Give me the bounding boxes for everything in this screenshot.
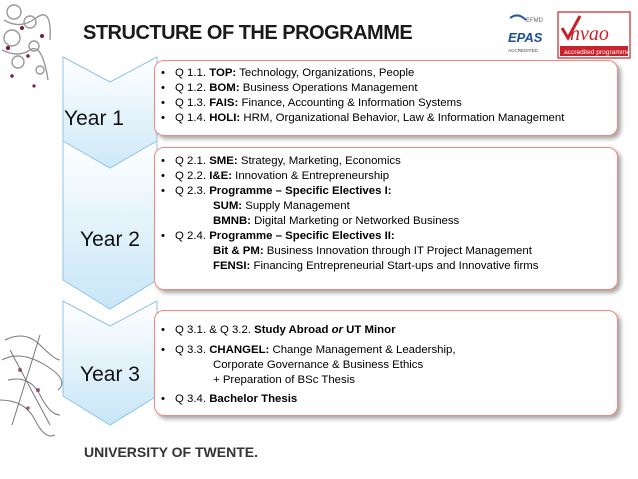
list-item: • Q 2.3. Programme – Specific Electives I:	[155, 184, 617, 199]
list-item: • Q 3.3. CHANGEL: Change Management & Leadership,	[155, 343, 617, 358]
list-item: • Q 1.2. BOM: Business Operations Management	[155, 81, 617, 96]
elective-item: FENSI: Financing Entrepreneurial Start-ups and Innovative firms	[213, 260, 539, 272]
year-3-label: Year 3	[80, 363, 140, 386]
list-item: • Q 2.1. SME: Strategy, Marketing, Economics	[155, 154, 617, 169]
list-item: • Q 1.4. HOLI: HRM, Organizational Behavior, Law & Information Management	[155, 111, 617, 126]
elective-item: Bit & PM: Business Innovation through IT Project Management	[213, 245, 532, 257]
list-item: • Q 1.1. TOP: Technology, Organizations, People	[155, 66, 617, 81]
list-item: • Q 3.4. Bachelor Thesis	[155, 392, 617, 407]
list-item: • Q 3.1. & Q 3.2. Study Abroad or UT Minor	[155, 323, 617, 338]
nvao-name-text: nvao	[570, 23, 609, 45]
elective-item: SUM: Supply Management	[213, 200, 350, 212]
epas-logo	[504, 12, 548, 62]
year-1-label: Year 1	[64, 107, 124, 130]
year-3-box	[154, 310, 618, 416]
decorative-figure-icon	[0, 330, 64, 440]
year-2-box	[154, 147, 618, 290]
year-2-label: Year 2	[80, 228, 140, 251]
decorative-sketch-icon	[0, 0, 60, 140]
epas-logo-icon	[504, 12, 548, 62]
year-2-chevron	[62, 140, 158, 310]
nvao-logo-icon	[556, 8, 632, 62]
year-1-box	[154, 60, 618, 136]
page-title: STRUCTURE OF THE PROGRAMME	[83, 22, 413, 44]
footer-university-name: UNIVERSITY OF TWENTE.	[84, 444, 258, 460]
list-item: • Q 1.3. FAIS: Finance, Accounting & Information Systems	[155, 96, 617, 111]
nvao-logo	[556, 8, 632, 62]
changel-line: Corporate Governance & Business Ethics	[213, 359, 424, 371]
epas-top-text: EFMD	[526, 18, 543, 24]
list-item: • Q 2.4. Programme – Specific Electives II:	[155, 229, 617, 244]
epas-sub-text: ACCREDITED	[508, 48, 538, 53]
nvao-sub-text: accredited programme	[564, 49, 630, 56]
elective-item: BMNB: Digital Marketing or Networked Business	[213, 215, 460, 227]
changel-line: + Preparation of BSc Thesis	[213, 374, 355, 386]
list-item: • Q 2.2. I&E: Innovation & Entrepreneurship	[155, 169, 617, 184]
epas-name-text: EPAS	[508, 30, 543, 45]
